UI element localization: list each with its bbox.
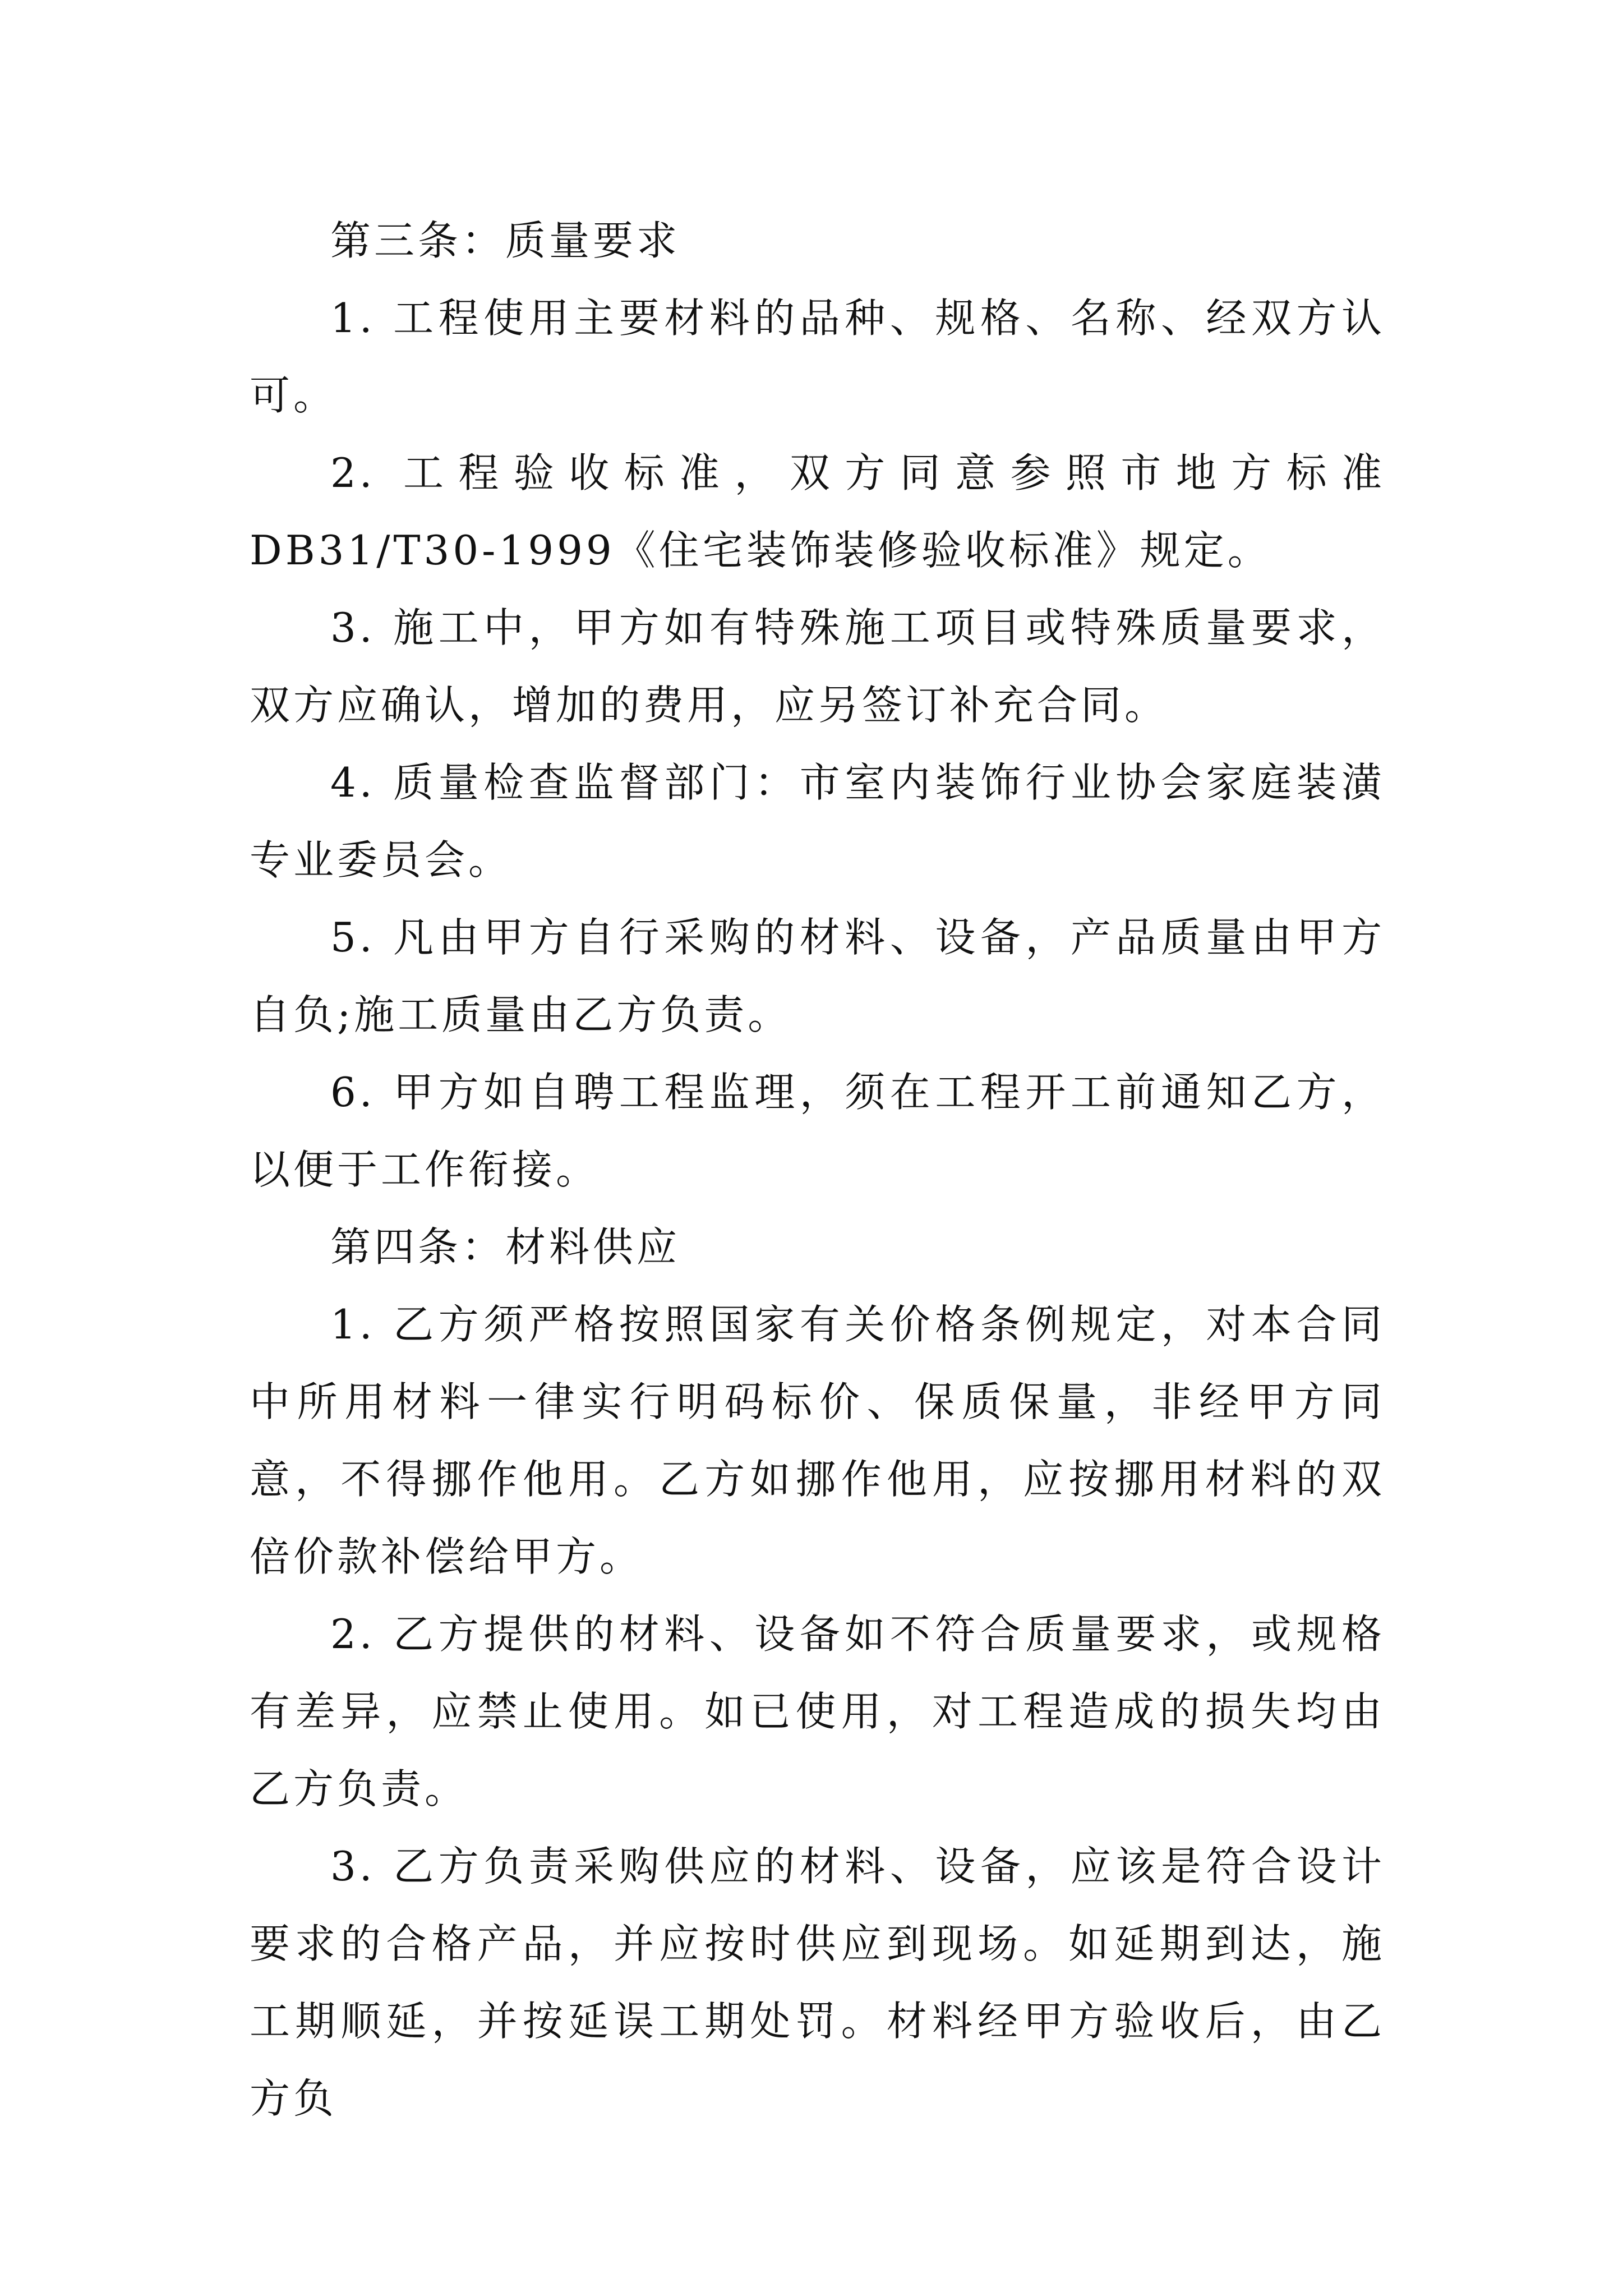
- paragraph: 2. 工程验收标准，双方同意参照市地方标准DB31/T30-1999《住宅装饰装修验收标准》规定。: [250, 449, 1385, 574]
- paragraph: 6. 甲方如自聘工程监理，须在工程开工前通知乙方，以便于工作衔接。: [250, 1069, 1385, 1193]
- paragraph: 1. 工程使用主要材料的品种、规格、名称、经双方认可。: [250, 295, 1385, 419]
- paragraph: 3. 乙方负责采购供应的材料、设备，应该是符合设计要求的合格产品，并应按时供应到现场。如延期到达，施工期顺延，并按延误工期处罚。材料经甲方验收后，由乙方负: [250, 1843, 1385, 2122]
- section-heading-quality: 第三条：质量要求: [330, 217, 681, 264]
- section-heading-materials: 第四条：材料供应: [330, 1223, 681, 1271]
- paragraph: 4. 质量检查监督部门：市室内装饰行业协会家庭装潢专业委员会。: [250, 759, 1385, 884]
- document-body: [250, 202, 1385, 2137]
- paragraph: 5. 凡由甲方自行采购的材料、设备，产品质量由甲方自负;施工质量由乙方负责。: [250, 914, 1385, 1038]
- paragraph: 1. 乙方须严格按照国家有关价格条例规定，对本合同中所用材料一律实行明码标价、保质保量，非经甲方同意，不得挪作他用。乙方如挪作他用，应按挪用材料的双倍价款补偿给甲方。: [250, 1301, 1385, 1580]
- paragraph: 3. 施工中，甲方如有特殊施工项目或特殊质量要求，双方应确认，增加的费用，应另签订补充合同。: [250, 604, 1385, 729]
- paragraph: 2. 乙方提供的材料、设备如不符合质量要求，或规格有差异，应禁止使用。如已使用，对工程造成的损失均由乙方负责。: [250, 1611, 1385, 1812]
